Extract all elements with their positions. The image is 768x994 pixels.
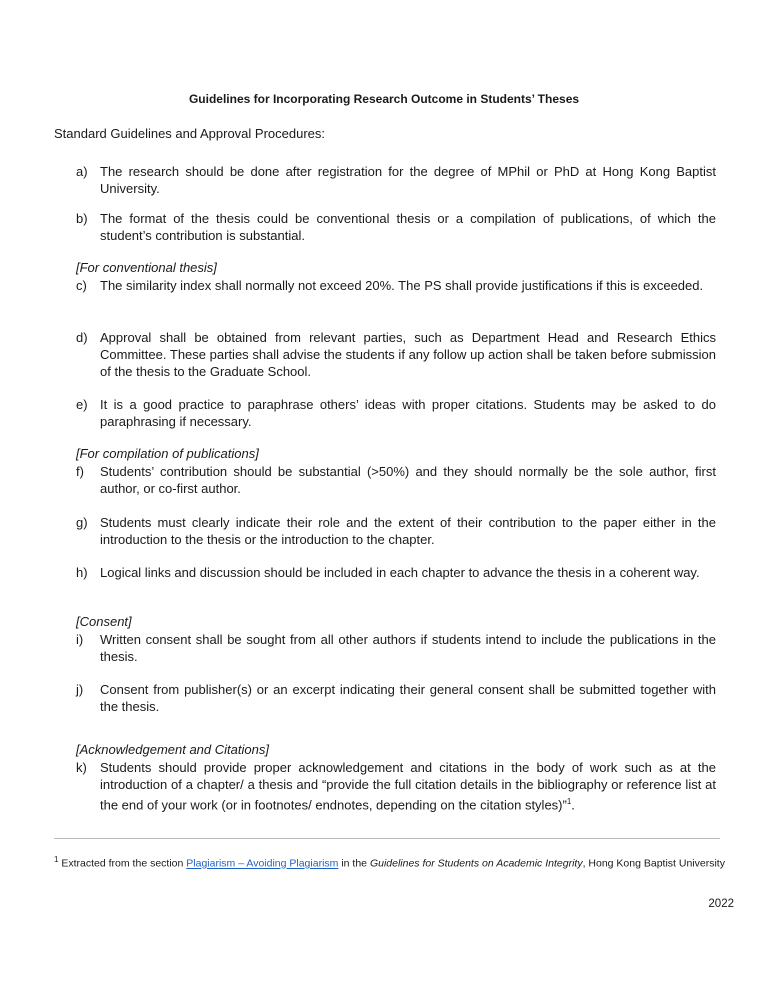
item-text: Consent from publisher(s) or an excerpt indicating their general consent shall be submitted together with the thesis.	[100, 682, 716, 714]
guideline-item-k	[76, 759, 716, 813]
document-year: 2022	[708, 898, 734, 910]
footnote-marker: 1	[54, 855, 59, 864]
guideline-item-a	[76, 163, 716, 197]
item-text: The format of the thesis could be conventional thesis or a compilation of publications, of which the student’s contribution is substantial.	[100, 211, 716, 243]
item-label: d)	[76, 330, 88, 345]
guideline-item-h	[76, 564, 716, 581]
item-label: i)	[76, 632, 84, 647]
guideline-item-d	[76, 329, 716, 380]
document-title: Guidelines for Incorporating Research Outcome in Students’ Theses	[188, 92, 580, 106]
footnote-reference: 1	[566, 797, 572, 806]
item-text: Students must clearly indicate their role and the extent of their contribution to the paper either in the introduction to the thesis or the introduction to the chapter.	[100, 515, 716, 547]
item-text: The research should be done after registration for the degree of MPhil or PhD at Hong Kong Baptist University.	[100, 164, 716, 196]
item-label: k)	[76, 760, 87, 775]
item-text: Written consent shall be sought from all other authors if students intend to include the publications in the thesis.	[100, 632, 716, 664]
footnote	[54, 852, 734, 872]
guideline-item-b	[76, 210, 716, 244]
item-text: The similarity index shall normally not exceed 20%. The PS shall provide justifications if this is exceeded.	[100, 278, 704, 293]
plagiarism-link[interactable]: Plagiarism – Avoiding Plagiarism	[186, 857, 339, 870]
footnote-prefix: Extracted from the section	[58, 857, 187, 870]
item-text: Students’ contribution should be substantial (>50%) and they should normally be the sole author, first author, or co-first author.	[100, 464, 716, 496]
item-text-with-footnote: Students should provide proper acknowledgement and citations in the body of work such as at the introduction of a chapter/ a thesis and “provide the full citation details in the bibliography or reference list at the end of your work (or in footnotes/ endnotes, depending on the citation styles)”$^1$.	[100, 760, 716, 813]
section-heading-compilation: [For compilation of publications]	[76, 446, 259, 461]
section-heading-consent: [Consent]	[76, 614, 132, 629]
intro-heading: Standard Guidelines and Approval Procedures:	[54, 126, 326, 141]
guideline-item-f	[76, 463, 716, 497]
item-text: Logical links and discussion should be included in each chapter to advance the thesis in a coherent way.	[100, 565, 700, 580]
section-heading-conventional: [For conventional thesis]	[76, 260, 217, 275]
footnote-middle: in the	[338, 857, 370, 870]
guideline-item-e	[76, 396, 716, 430]
guideline-item-g	[76, 514, 716, 548]
item-label: g)	[76, 515, 88, 530]
item-label: f)	[76, 464, 84, 479]
footnote-suffix: , Hong Kong Baptist University	[582, 857, 725, 870]
section-heading-acknowledgement: [Acknowledgement and Citations]	[76, 742, 269, 757]
item-label: j)	[76, 682, 84, 697]
guideline-item-j	[76, 681, 716, 715]
item-label: b)	[76, 211, 88, 226]
item-text: It is a good practice to paraphrase others’ ideas with proper citations. Students may be asked to do paraphrasing if necessary.	[100, 397, 716, 429]
footnote-divider	[54, 838, 720, 839]
item-label: h)	[76, 565, 88, 580]
item-text: Students should provide proper acknowledgement and citations in the body of work such as at the introduction of a chapter/ a thesis and “provide the full citation details in the bibliography or reference list at the end of your work (or in footnotes/ endnotes, depending on the citation styles)”	[100, 760, 716, 813]
item-label: a)	[76, 164, 88, 179]
item-label: e)	[76, 397, 88, 412]
guideline-item-i	[76, 631, 716, 665]
footnote-source-title: Guidelines for Students on Academic Integrity	[369, 857, 583, 870]
item-text: Approval shall be obtained from relevant parties, such as Department Head and Research Ethics Committee. These parties shall advise the students if any follow up action shall be taken before submission of the thesis to the Graduate School.	[100, 330, 716, 379]
guideline-item-c	[76, 277, 716, 294]
item-label: c)	[76, 278, 87, 293]
